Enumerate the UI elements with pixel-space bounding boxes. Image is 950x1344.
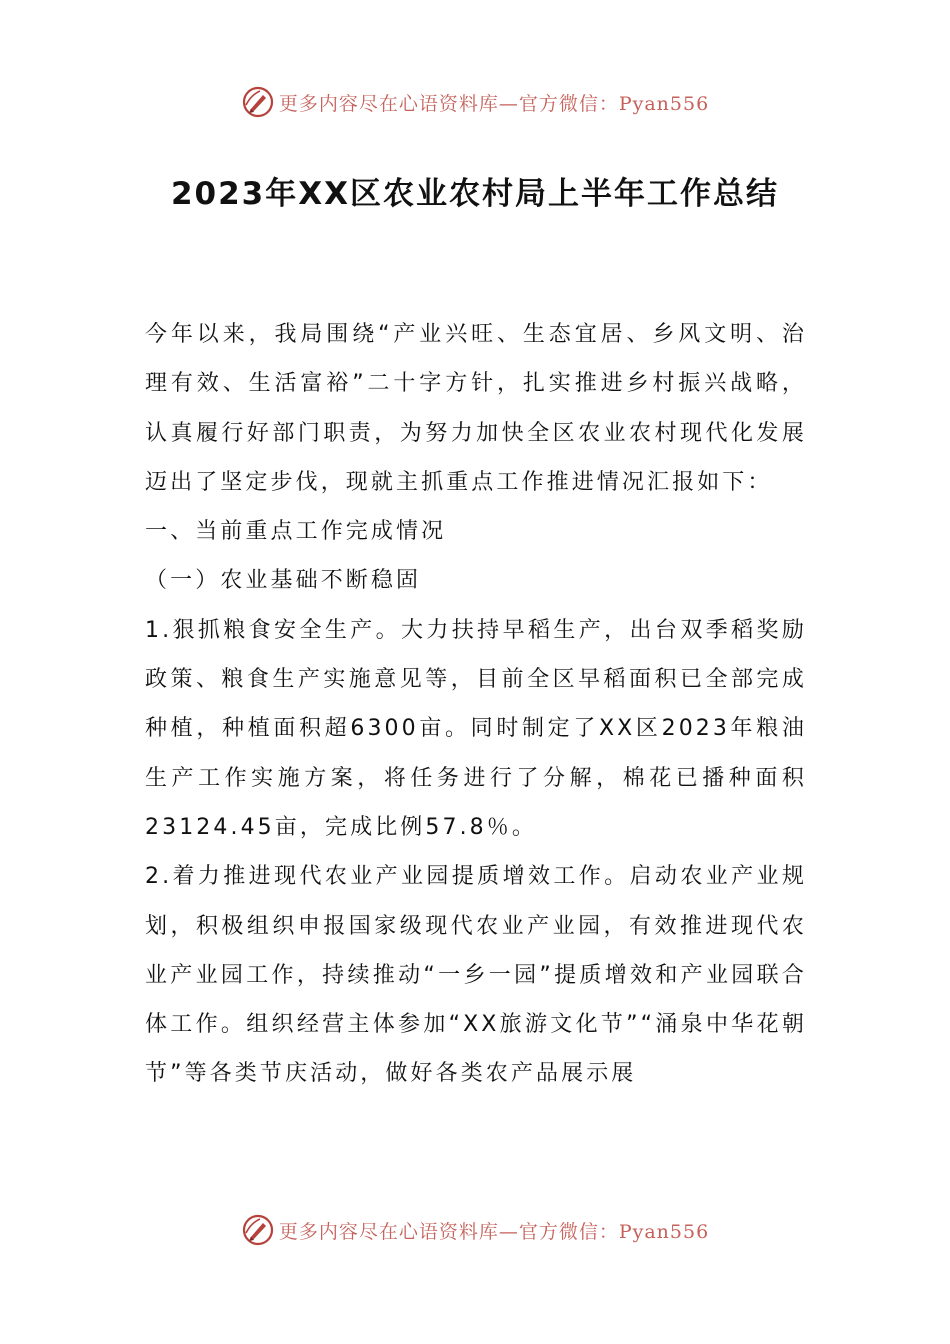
header-watermark-text: 更多内容尽在心语资料库—官方微信：Pyan556 — [278, 92, 710, 115]
pen-logo-icon — [241, 85, 275, 119]
footer-watermark-banner — [0, 1210, 950, 1250]
body-paragraph: 1.狠抓粮食安全生产。大力扶持早稻生产，出台双季稻奖励政策、粮食生产实施意见等，目前全区早稻面积已全部完成种植，种植面积超6300亩。同时制定了XX区2023年粮油生产工作实施方案，将任务进行了分解，棉花已播种面积23124.45亩，完成比例57.8％。 — [145, 617, 807, 840]
header-watermark-banner — [0, 82, 950, 122]
body-paragraph: 2.着力推进现代农业产业园提质增效工作。启动农业产业规划，积极组织申报国家级现代农业产业园，有效推进现代农业产业园工作，持续推动“一乡一园”提质增效和产业园联合体工作。组织经营主体参加“XX旅游文化节”“涌泉中华花朝节”等各类节庆活动，做好各类农产品展示展 — [145, 864, 807, 1087]
section-heading: 一、当前重点工作完成情况 — [145, 519, 447, 545]
intro-paragraph: 今年以来，我局围绕“产业兴旺、生态宜居、乡风文明、治理有效、生活富裕”二十字方针，扎实推进乡村振兴战略，认真履行好部门职责，为努力加快全区农业农村现代化发展迈出了坚定步伐，现就主抓重点工作推进情况汇报如下： — [145, 322, 807, 495]
subsection-heading: （一）农业基础不断稳固 — [145, 568, 422, 594]
pen-logo-icon — [241, 1213, 275, 1247]
document-title: 2023年XX区农业农村局上半年工作总结 — [170, 176, 780, 212]
footer-watermark-text: 更多内容尽在心语资料库—官方微信：Pyan556 — [278, 1220, 710, 1243]
document-body — [145, 310, 807, 1099]
